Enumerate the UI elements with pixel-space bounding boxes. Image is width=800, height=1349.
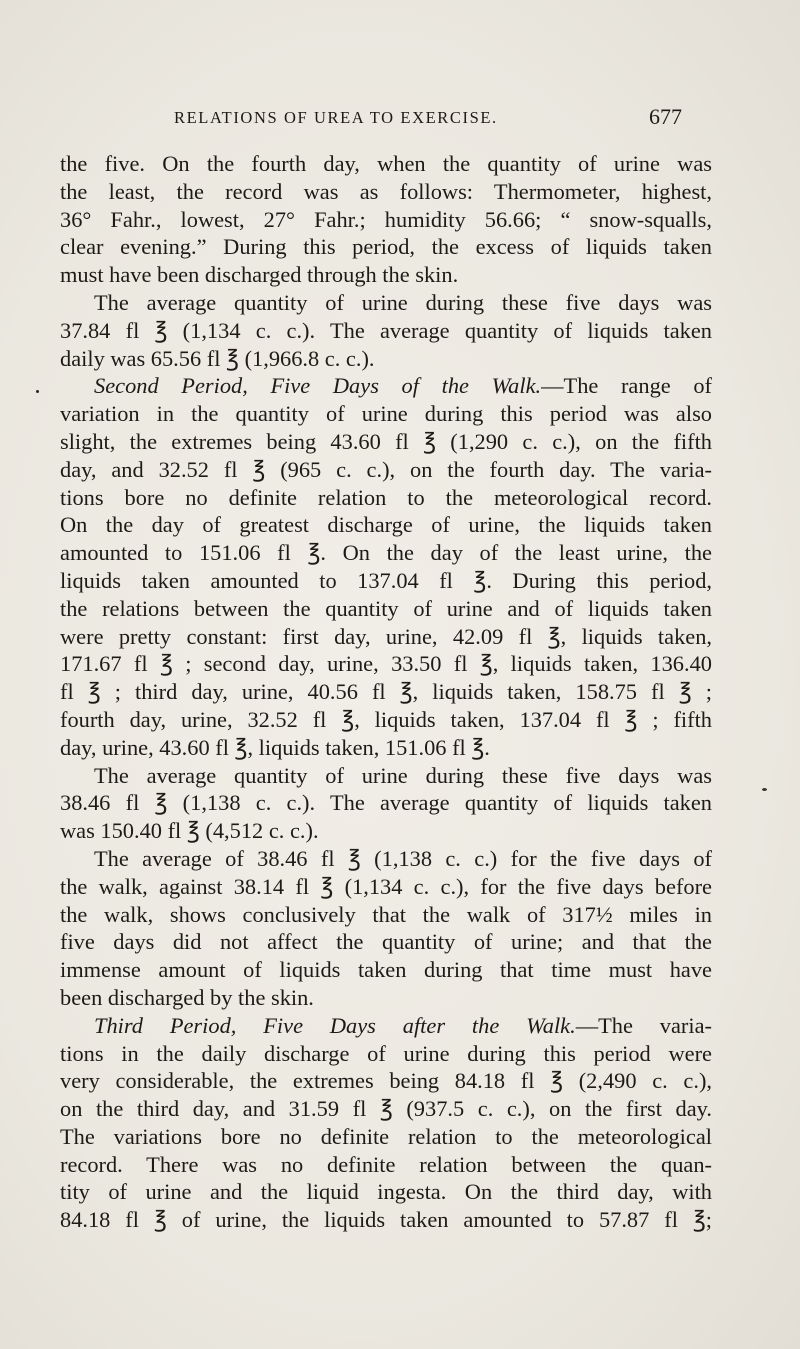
print-speck xyxy=(36,390,39,393)
text-line: The average of 38.46 fl ℥ (1,138 c. c.) for the five days of xyxy=(94,845,712,871)
text-line: 84.18 fl ℥ of urine, the liquids taken amounted to 57.87 fl ℥; xyxy=(60,1207,712,1233)
text-line: 37.84 fl ℥ (1,134 c. c.). The average quantity of liquids taken xyxy=(60,317,712,343)
text-line: tity of urine and the liquid ingesta. On the third day, with xyxy=(60,1179,712,1205)
page-number: 677 xyxy=(649,104,682,129)
text-line: 38.46 fl ℥ (1,138 c. c.). The average quantity of liquids taken xyxy=(60,790,712,816)
text-line: variation in the quantity of urine during this period was also xyxy=(60,401,712,427)
section-heading-second-period: Second Period, Five Days of the Walk. xyxy=(94,373,542,399)
text-line: tions in the daily discharge of urine during this period were xyxy=(60,1040,712,1066)
text-line: fl ℥ ; third day, urine, 40.56 fl ℥, liquids taken, 158.75 fl ℥ ; xyxy=(60,679,712,705)
text-line: slight, the extremes being 43.60 fl ℥ (1,290 c. c.), on the fifth xyxy=(60,428,712,454)
text-line: day, urine, 43.60 fl ℥, liquids taken, 151.06 fl ℥. xyxy=(60,734,490,760)
text-line: daily was 65.56 fl ℥ (1,966.8 c. c.). xyxy=(60,345,375,371)
text-line: On the day of greatest discharge of urine, the liquids taken xyxy=(60,512,712,538)
text-line: were pretty constant: first day, urine, 42.09 fl ℥, liquids taken, xyxy=(60,623,712,649)
text-line: five days did not affect the quantity of urine; and that the xyxy=(60,929,712,955)
text-line: the relations between the quantity of urine and of liquids taken xyxy=(60,595,712,621)
text-line: was 150.40 fl ℥ (4,512 c. c.). xyxy=(60,818,319,844)
section-heading-line xyxy=(60,372,712,400)
text-line: liquids taken amounted to 137.04 fl ℥. During this period, xyxy=(60,567,712,593)
text-fragment: —The range of xyxy=(541,373,712,399)
text-line: The variations bore no definite relation to the meteorological xyxy=(60,1123,712,1149)
text-line: record. There was no definite relation between the quan- xyxy=(60,1151,712,1177)
running-head: RELATIONS OF UREA TO EXERCISE. xyxy=(174,108,498,127)
text-line: The average quantity of urine during these five days was xyxy=(94,289,712,315)
section-heading-line xyxy=(60,1012,712,1040)
body-text xyxy=(60,150,712,1234)
print-speck xyxy=(762,788,767,791)
text-line: the walk, against 38.14 fl ℥ (1,134 c. c.), for the five days before xyxy=(60,873,712,899)
text-line: immense amount of liquids taken during that time must have xyxy=(60,957,712,983)
text-line: day, and 32.52 fl ℥ (965 c. c.), on the fourth day. The varia- xyxy=(60,456,712,482)
text-line: the least, the record was as follows: Thermometer, highest, xyxy=(60,178,712,204)
text-line: very considerable, the extremes being 84.18 fl ℥ (2,490 c. c.), xyxy=(60,1068,712,1094)
text-fragment: —The varia- xyxy=(575,1012,712,1038)
text-line: clear evening.” During this period, the excess of liquids taken xyxy=(60,234,712,260)
text-line: The average quantity of urine during these five days was xyxy=(94,762,712,788)
text-line: 36° Fahr., lowest, 27° Fahr.; humidity 56.66; “ snow-squalls, xyxy=(60,206,712,232)
text-line: tions bore no definite relation to the meteorological record. xyxy=(60,484,712,510)
text-line: must have been discharged through the skin. xyxy=(60,262,459,288)
text-line: on the third day, and 31.59 fl ℥ (937.5 c. c.), on the first day. xyxy=(60,1096,712,1122)
text-line: the five. On the fourth day, when the quantity of urine was xyxy=(60,151,712,176)
text-line: the walk, shows conclusively that the walk of 317½ miles in xyxy=(60,901,712,927)
text-line: 171.67 fl ℥ ; second day, urine, 33.50 fl ℥, liquids taken, 136.40 xyxy=(60,651,712,677)
text-line: amounted to 151.06 fl ℥. On the day of the least urine, the xyxy=(60,540,712,566)
page-header xyxy=(170,104,690,136)
text-line: been discharged by the skin. xyxy=(60,984,314,1010)
text-line: fourth day, urine, 32.52 fl ℥, liquids taken, 137.04 fl ℥ ; fifth xyxy=(60,706,712,732)
section-heading-third-period: Third Period, Five Days after the Walk. xyxy=(94,1012,576,1038)
